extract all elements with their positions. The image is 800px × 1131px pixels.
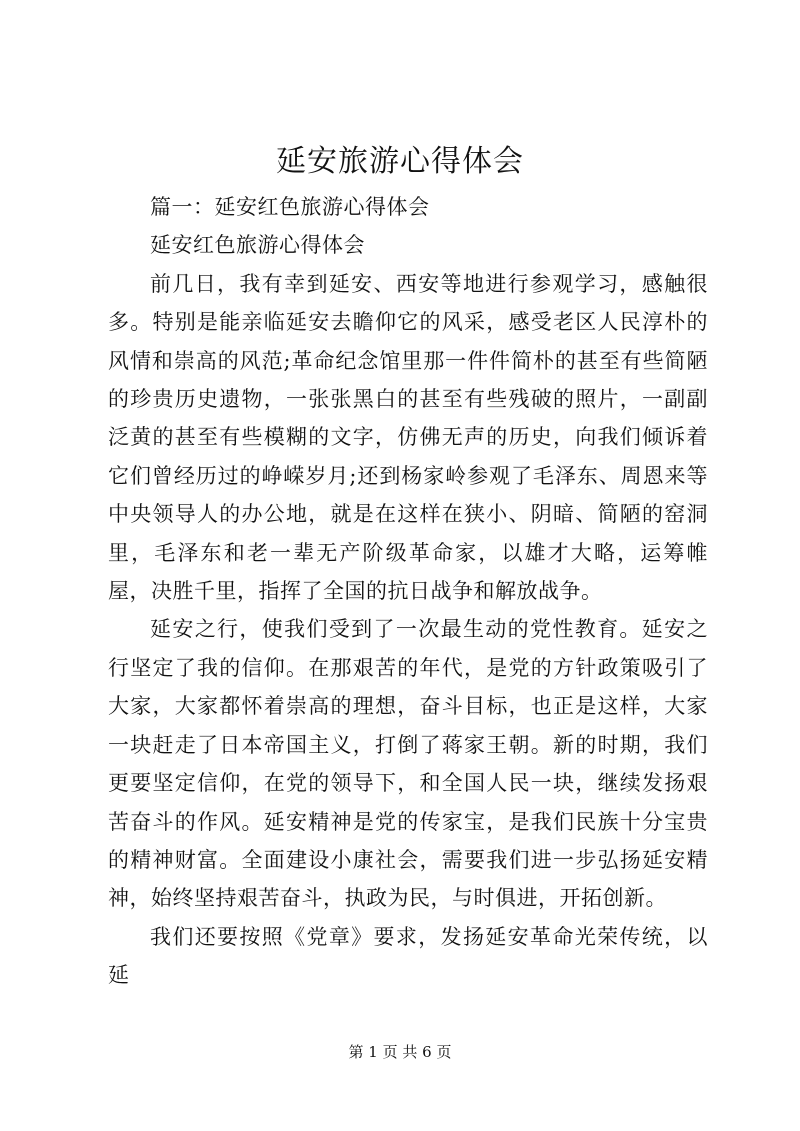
article-subtitle: 延安红色旅游心得体会 [150,233,365,258]
document-title: 延安旅游心得体会 [276,144,524,179]
body-paragraph: 我们还要按照《党章》要求，发扬延安革命光荣传统，以延 [108,924,708,988]
section-heading: 篇一：延安红色旅游心得体会 [150,195,430,219]
body-paragraph: 延安之行，使我们受到了一次最生动的党性教育。延安之行坚定了我的信仰。在那艰苦的年代，是党的方针政策吸引了大家，大家都怀着崇高的理想，奋斗目标，也正是这样，大家一块赶走了日本帝国主义，打倒了蒋家王朝。新的时期，我们更要坚定信仰，在党的领导下，和全国人民一块，继续发扬艰苦奋斗的作风。延安精神是党的传家宝，是我们民族十分宝贵的精神财富。全面建设小康社会，需要我们进一步弘扬延安精神，始终坚持艰苦奋斗，执政为民，与时俱进，开拓创新。 [108,617,708,911]
document-body [108,188,708,995]
page-footer: 第 1 页 共 6 页 [348,1043,452,1061]
body-paragraph: 前几日，我有幸到延安、西安等地进行参观学习，感触很多。特别是能亲临延安去瞻仰它的风采，感受老区人民淳朴的风情和崇高的风范;革命纪念馆里那一件件简朴的甚至有些简陋的珍贵历史遗物，一张张黑白的甚至有些残破的照片，一副副泛黄的甚至有些模糊的文字，仿佛无声的历史，向我们倾诉着它们曾经历过的峥嵘岁月;还到杨家岭参观了毛泽东、周恩来等中央领导人的办公地，就是在这样在狭小、阴暗、简陋的窑洞里，毛泽东和老一辈无产阶级革命家，以雄才大略，运筹帷屋，决胜千里，指挥了全国的抗日战争和解放战争。 [108,271,708,604]
